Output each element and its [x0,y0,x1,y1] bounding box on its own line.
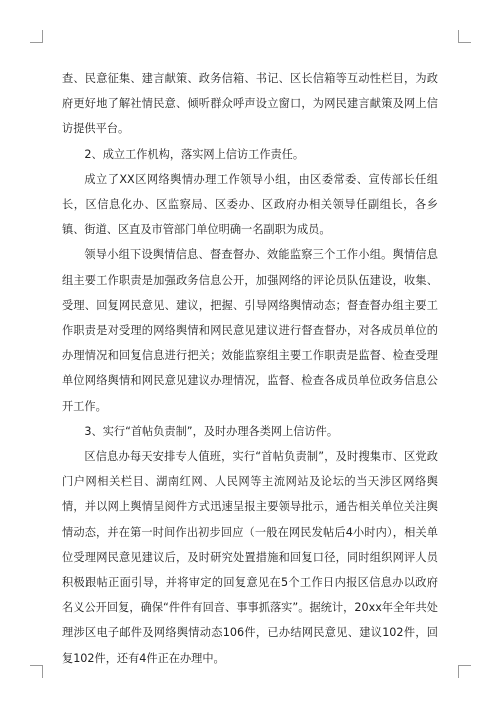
section-heading-2: 2、成立工作机构，落实网上信访工作责任。 [84,147,305,161]
section-heading-3: 3、实行“首帖负责制”，及时办理各类网上信访件。 [84,424,339,438]
crop-mark-bottom-right [458,665,471,678]
crop-mark-bottom-left [30,665,43,678]
crop-mark-top-right [458,30,471,43]
paragraph-working-group: 成立了XX区网络舆情办理工作领导小组，由区委常委、宣传部长任组长，区信息化办、区监察局、区委办、区政府办相关领导任副组长，各乡镇、街道、区直及市管部门单位明确一名副职为成员。 [62,172,438,237]
paragraph-subgroups: 领导小组下设舆情信息、督查督办、效能监察三个工作小组。舆情信息组主要工作职责是加强政务信息公开，加强网络的评论员队伍建设，收集、受理、回复网民意见、建议，把握、引导网络舆情动态；督查督办组主要工作职责是对受理的网络舆情和网民意见建议进行督查督办，对各成员单位的办理情况和回复信息进行把关；效能监察组主要工作职责是监督、检查受理单位网络舆情和网民意见建议办理情况，监督、检查各成员单位政务信息公开工作。 [62,248,438,413]
crop-mark-top-left [30,30,43,43]
document-body [62,66,438,671]
paragraph-first-post-responsibility: 区信息办每天安排专人值班，实行“首帖负责制”，及时搜集市、区党政门户网相关栏目、湖南红网、人民网等主流网站及论坛的当天涉区网络舆情，并以网上舆情呈阅件方式迅速呈报主要领导批示，通告相关单位关注舆情动态，并在第一时间作出初步回应（一般在网民发帖后4小时内），相关单位受理网民意见建议后，及时研究处置措施和回复口径，同时组织网评人员积极跟帖正面引导，并将审定的回复意见在5个工作日内报区信息办以政府名义公开回复，确保“件件有回音、事事抓落实”。据统计，20xx年全年共处理涉区电子邮件及网络舆情动态106件，已办结网民意见、建议102件，回复102件，还有4件正在办理中。 [62,450,438,665]
paragraph-continuation: 查、民意征集、建言献策、政务信箱、书记、区长信箱等互动性栏目，为政府更好地了解社情民意、倾听群众呼声设立窗口，为网民建言献策及网上信访提供平台。 [62,72,438,136]
